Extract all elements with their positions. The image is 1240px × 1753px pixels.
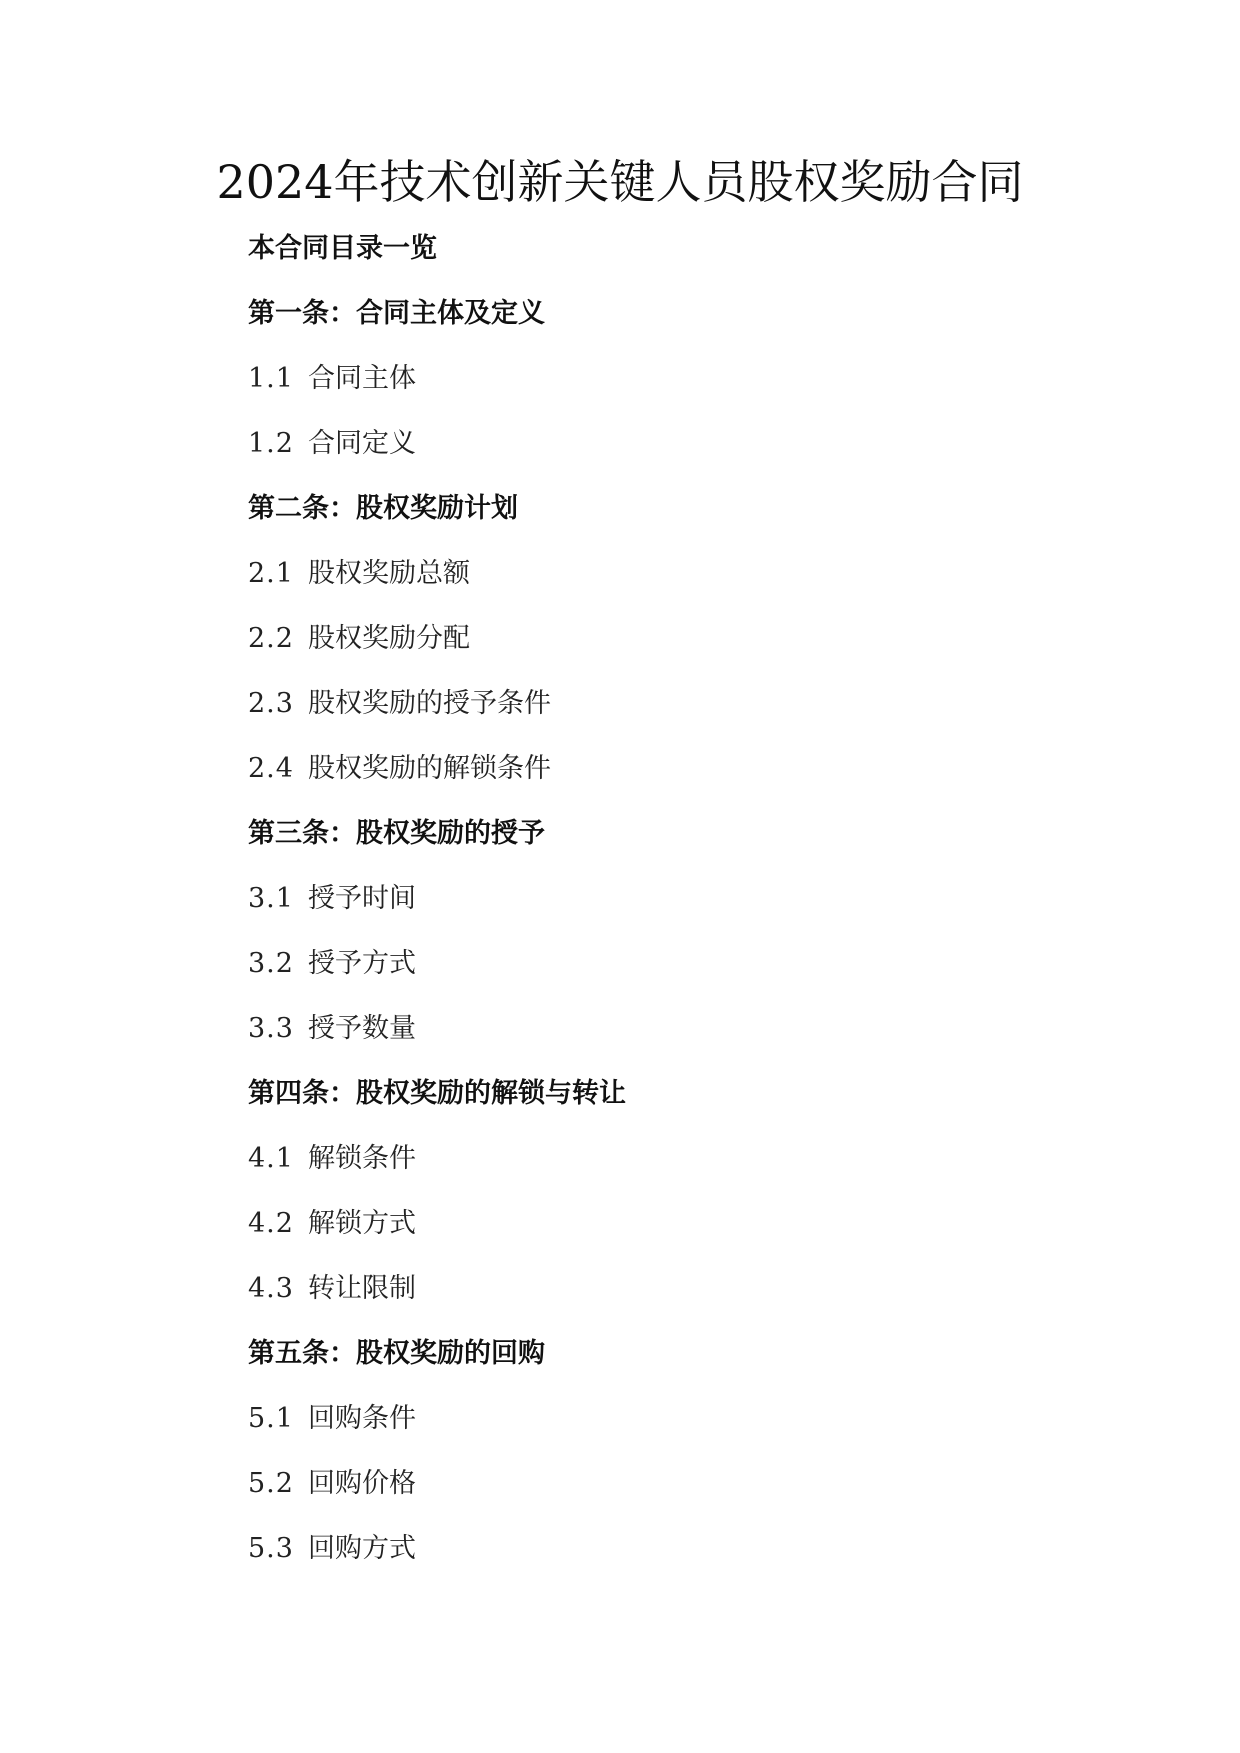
toc-clause-item [248, 1463, 1148, 1528]
toc-article-heading: 第五条：股权奖励的回购 [248, 1338, 545, 1369]
clause-title: 授予数量 [308, 1013, 416, 1044]
clause-number: 1.1 [248, 363, 294, 394]
clause-number: 2.4 [248, 753, 294, 784]
clause-number: 2.1 [248, 558, 294, 589]
toc-clause-item [248, 683, 1148, 748]
toc-list [248, 293, 1148, 1593]
clause-number: 3.2 [248, 948, 294, 979]
clause-title: 合同定义 [308, 428, 416, 459]
clause-number: 3.1 [248, 883, 294, 914]
clause-title: 回购条件 [308, 1403, 416, 1434]
clause-number: 2.2 [248, 623, 294, 654]
clause-title: 授予时间 [308, 883, 416, 914]
clause-title: 解锁条件 [308, 1143, 416, 1174]
clause-title: 授予方式 [308, 948, 416, 979]
toc-clause-item [248, 1203, 1148, 1268]
clause-title: 解锁方式 [308, 1208, 416, 1239]
clause-title: 股权奖励的解锁条件 [308, 753, 551, 784]
document-title: 2024年技术创新关键人员股权奖励合同 [216, 155, 1024, 209]
clause-number: 1.2 [248, 428, 294, 459]
toc-clause-item [248, 878, 1148, 943]
clause-number: 4.2 [248, 1208, 294, 1239]
toc-article-heading: 第一条：合同主体及定义 [248, 298, 545, 329]
clause-title: 股权奖励分配 [308, 623, 470, 654]
toc-clause-item [248, 423, 1148, 488]
toc-clause-item [248, 1268, 1148, 1333]
clause-title: 股权奖励总额 [308, 558, 470, 589]
toc-article-heading: 第四条：股权奖励的解锁与转让 [248, 1078, 626, 1109]
toc-clause-item [248, 553, 1148, 618]
toc-clause-item [248, 1138, 1148, 1203]
toc-clause-item [248, 748, 1148, 813]
clause-number: 5.2 [248, 1468, 294, 1499]
toc-clause-item [248, 358, 1148, 423]
clause-number: 5.1 [248, 1403, 294, 1434]
toc-clause-item [248, 618, 1148, 683]
toc-article-heading: 第二条：股权奖励计划 [248, 493, 518, 524]
toc-clause-item [248, 1008, 1148, 1073]
clause-title: 回购方式 [308, 1533, 416, 1564]
clause-number: 4.1 [248, 1143, 294, 1174]
clause-number: 3.3 [248, 1013, 294, 1044]
clause-title: 合同主体 [308, 363, 416, 394]
toc-clause-item [248, 943, 1148, 1008]
toc-clause-item [248, 1398, 1148, 1463]
clause-title: 股权奖励的授予条件 [308, 688, 551, 719]
clause-number: 4.3 [248, 1273, 294, 1304]
clause-number: 2.3 [248, 688, 294, 719]
toc-heading: 本合同目录一览 [248, 233, 437, 264]
toc-clause-item [248, 1528, 1148, 1593]
clause-number: 5.3 [248, 1533, 294, 1564]
clause-title: 转让限制 [308, 1273, 416, 1304]
toc-article-heading: 第三条：股权奖励的授予 [248, 818, 545, 849]
table-of-contents [248, 228, 1148, 1593]
clause-title: 回购价格 [308, 1468, 416, 1499]
